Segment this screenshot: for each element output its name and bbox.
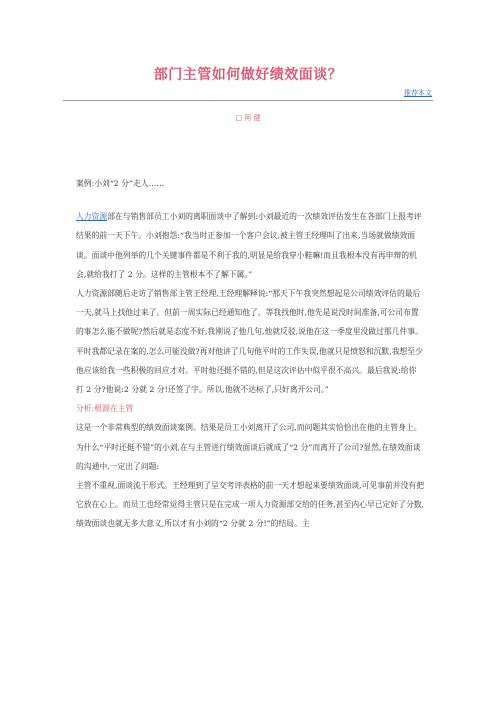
paragraph-3: 这是一个非常典型的绩效面谈案例。结果是员工小刘离开了公司,而问题其实恰恰出在他的主管身上。为什么“平时还挺不错”的小刘,在与主管进行绩效面谈后就成了“2 分”而离开了公司?显然,在绩效面谈的沟通中,一定出了问题: <box>76 423 422 471</box>
article-title: 部门主管如何做好绩效面谈？ <box>153 67 343 83</box>
paragraph-2: 人力资源部随后走访了销售部主管王经理,王经理解释说:“那天下午我突然想起是公司绩效评估的最后一天,就马上找他过来了。但前一周实际已经通知他了。等我找他时,他先是说没时间准备,可公司布置的事怎么能不做呢?然后就是态度不好,我刚说了他几句,他就反驳,说他在这一季度里没做过那几件事。平时我都记录在案的,怎么可能没做?再对他讲了几句他平时的工作失误,他就只是愤怒和沉默,我想至少他应该给我一些积极的回应才对。平时他还挺不错的,但是这次评估中似乎很不高兴。最后我说:给你打 2 分?他说:2 分就 2 分!还签了字。所以,他就不达标了,只好离开公司。” <box>76 289 423 395</box>
paragraph-1 <box>76 207 424 284</box>
hr-link[interactable]: 人力资源 <box>76 212 108 222</box>
recommend-link[interactable]: 推荐本文 <box>404 89 432 97</box>
article-body <box>76 174 424 534</box>
paragraph-spacer <box>76 193 424 207</box>
paragraph-1-text: 部在与销售部员工小刘的离职面谈中了解到:小刘最近的一次绩效评估发生在各部门上报考评结果的前一天下午。小刘抱怨:“我当时正参加一个客户会议,被主管王经理叫了出来,当场就做绩效面谈。面谈中他列举的几个关键事件都是不利于我的,明显是给我穿小鞋嘛!而且我根本没有再申辩的机会,就给我打了 2 分。这样的主管根本不了解下属。” <box>76 212 422 279</box>
case-intro: 案例:小刘“2 分”走人…… <box>76 179 165 188</box>
title-divider <box>63 100 433 101</box>
paragraph-4: 主管不重视,面谈流于形式。王经理到了呈交考评表格的前一天才想起来要绩效面谈,可见事前并没有把它放在心上。而员工也经常觉得主管只是在完成一项人力资源部交给的任务,甚至内心早已定好了分数,绩效面谈也就无多大意义,所以才有小刘的“2 分就 2 分!”的结局。主 <box>76 481 425 529</box>
analysis-heading: 分析:根源在主管 <box>76 404 134 414</box>
author-byline: □ 阿 健 <box>235 114 261 122</box>
